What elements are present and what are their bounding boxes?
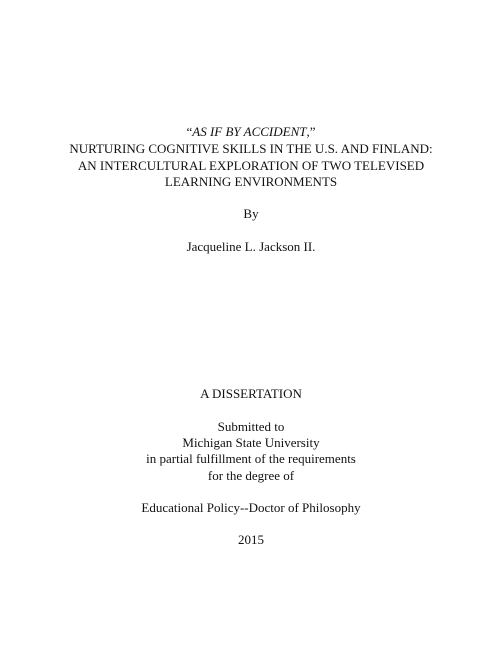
title-line-1: NURTURING COGNITIVE SKILLS IN THE U.S. AND FINLAND: bbox=[69, 141, 433, 156]
title-line-3: LEARNING ENVIRONMENTS bbox=[164, 174, 338, 189]
submission-line-4: for the degree of bbox=[207, 468, 295, 483]
title-quote-close: ,” bbox=[306, 124, 316, 139]
by-label: By bbox=[243, 206, 259, 221]
title-italic-phrase: AS IF BY ACCIDENT bbox=[192, 124, 307, 139]
submission-year: 2015 bbox=[238, 532, 264, 547]
submission-line-1: Submitted to bbox=[217, 419, 285, 434]
title-quote-open: “ bbox=[186, 124, 193, 139]
document-type: A DISSERTATION bbox=[200, 386, 302, 401]
submission-line-2: Michigan State University bbox=[182, 435, 320, 450]
degree-name: Educational Policy--Doctor of Philosophy bbox=[141, 500, 361, 515]
title-line-2: AN INTERCULTURAL EXPLORATION OF TWO TELEVISED bbox=[77, 158, 425, 173]
title-line-quoted bbox=[0, 124, 502, 139]
author-name: Jacqueline L. Jackson II. bbox=[186, 239, 316, 254]
submission-line-3: in partial fulfillment of the requirements bbox=[146, 451, 356, 466]
